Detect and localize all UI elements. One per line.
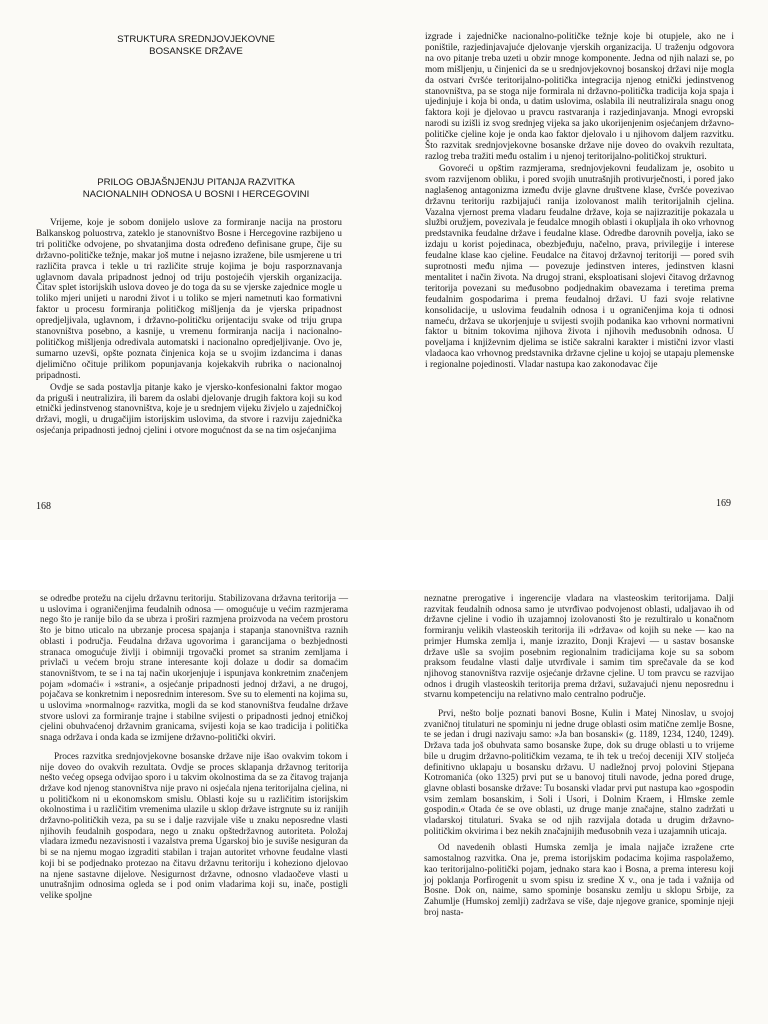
paragraph: Ovdje se sada postavlja pitanje kako je vjersko-konfesionalni faktor mogao da priguši i neutralizira, ili barem da oslabi djelovanje drugih faktora koji su kod etnički jedinstvenog stanovništva, koje je u srednjem vijeku živjelo u zajedničkoj državi, mogli, u drugačijim istorijskim uslovima, da stvore i razviju zajednička osjećanja pripadnosti jednoj cjelini i otvore mogućnost da se na tim osjećanjima xyxy=(36,382,342,437)
paragraph: Proces razvitka srednjovjekovne bosanske države nije išao ovakvim tokom i nije doveo do ovakvih rezultata. Ovdje se proces sklapanja državnog teritorija nešto većeg opsega odvijao sporo i u takvim okolnostima da se za čitavog trajanja države kod njenog stanovništva nije pravo ni osjećala njena teritorijalna cjelina, ni u političkom ni u ekonomskom smislu. Oblasti koje su u različitim istorijskim okolnostima i u različitim vremenima ulazile u sklop države istrgnute su iz ranijih državno-političkih veza, pa su se i dalje razvijale više u znaku neposredne vlasti njihovih feudalnih gospodara, nego u znaku opštedržavnog autoriteta. Položaj vladara između nezavisnosti i vazalstva prema Ugarskoj bio je suviše nesiguran da bi se na njemu mogao izgraditi stabilan i trajan autoritet vrhovne feudalne vlasti koji bi se podjednako protezao na čitavu državnu teritoriju i koheziono djelovao na njene sastavne dijelove. Nesigurnost državne, odnosno vladaočeve vlasti u unutrašnjim odnosima ogleda se i pod onim vladarima koji su, inače, postigli velike spoljne xyxy=(40,751,348,901)
paragraph: Od navedenih oblasti Humska zemlja je imala najjače izražene crte samostalnog razvitka. Ona je, prema istorijskim podacima kojima raspolažemo, kao teritorijalno-politički pojam, jednako stara kao i Bosna, a prema interesu koji joj poklanja Porfirogenit u svom spisu iz sredine X v., ona je tada i važnija od Bosne. Dok on, naime, samo spominje bosansku zemlju u sklopu Srbije, za Zahumlje (Humskoj zemlji) zadržava se više, daje njegove granice, spominje njeji broj nasta- xyxy=(424,843,734,918)
paragraph: Vrijeme, koje je sobom donijelo uslove za formiranje nacija na prostoru Balkanskog poluostrva, zateklo je stanovništvo Bosne i Hercegovine razbijeno u tri političke odvojene, po shvatanjima dosta određeno definisane grupe, čije su državno-političke težnje, makar još mutne i nejasno izražene, bile usmjerene u tri različita pravca i tekle u tri različite struje kojima je boju rasporznavanja uglavnom davala pripadnost jednoj od triju postojećih vjerskih organizacija. Čitav splet istorijskih uslova doveo je do toga da su se vjerske zajednice mogle u toliko mjeri unijeti u narodni život i u toliko se mjeri nametnuti kao formativni faktor u procesu formiranja političkog mišljenja da je vjerska pripadnost opredjeljivala, uglavnom, i državno-političku orijentaciju svake od triju grupa stanovništva posebno, a kasnije, u vremenu formiranja nacija i nacionalno-političkog mišljenja odredivala automatski i nacionalno opredjeljivanje. Ovo je, sumarno uzevši, opšte poznata činjenica koja se u svojim izdancima i danas djelimično očituje prilikom popunjavanja kojekakvih rubrika o nacionalnoj pripadnosti. xyxy=(36,218,342,381)
right-column xyxy=(424,594,734,918)
paragraph: Govoreći u opštim razmjerama, srednjovjekovni feudalizam je, osobito u svom razvijenom obliku, i pored svojih unutrašnjih protivurječnosti, i pored jako naglašenog antagonizma između dvije glavne društvene klase, čvršće povezivao državnu teritoriju razbijajući ranija izolovanost malih teritorijalnih cjelina. Vazalna vjernost prema vladaru feudalne države, koja se najizrazitije pokazala u službi oružjem, povezivala je feudalce mnogih oblasti i okupljala ih oko vrhovnog predstavnika feudalne države i feudalne klase. Odredbe darovnih povelja, iako se izdaju u korist pojedinaca, obezbjeđuju, načelno, prava, privilegije i interese feudalne klase kao cjeline. Feudalce na čitavoj državnoj teritoriji — pored svih suprotnosti među njima — povezuje jedinstven interes, jedinstven klasni mentalitet i način života. Na drugoj strani, eksploatisani slojevi čitavog državnog teritorija povezani su međusobno podjednakim obavezama i teretima prema feudalnim gospodarima i prema feudalnoj državi. U fazi svoje relativne konsolidacije, u uslovima feudalnih odnosa i u ograničenjima koja ti odnosi nameću, država se ukorjenjuje u svijesti svojih podanika kao vrhovni normativni faktor u bitnim tokovima njihova života i njihovih međusobnih odnosa. U poveljama i književnim djelima se ističe sakralni karakter i mistični izvor vlasti vladaoca kao vrhovnog predstavnika državne cjeline u kojoj se utapaju plemenske i regionalne pojedinosti. Vladar nastupa kao zakonodavac čije xyxy=(425,163,734,371)
page-number-right: 169 xyxy=(716,498,731,509)
paragraph: izgrade i zajedničke nacionalno-političke težnje koje bi otupjele, ako ne i poništile, razjedinjavajuće djelovanje vjerskih organizacija. U traženju odgovora na ovo pitanje treba uzeti u obzir mnoge komponente. Jedna od njih nalazi se, po mom mišljenju, u činjenici da se u srednjovjekovnoj bosanskoj državi nije mogla da ostvari čvršće teritorijalno-politička integracija njenog etnički jedinstvenog stanovništva, pa se stoga nije formirala ni državno-politička tradicija koja spaja i ujedinjuje i koja bi onda, u datim uslovima, oslabila ili neutralizirala snagu onog faktora koji je djelovao u pravcu rastvaranja i razjedinjavanja. Mnogi evropski narodi su izišli iz svog srednjeg vijeka sa jako ukorijenjenim osjećanjem državno-političke cjeline koje je onda kao faktor djelovalo i u njihovom daljem razvitku. Što razvitak srednjovjekovne bosanske države nije doveo do ovakvih rezultata, razlog treba tražiti među ostalim i u njenoj teritorijalno-političkoj strukturi. xyxy=(425,32,734,162)
running-head-sub: BOSANSKE DRŽAVE xyxy=(149,46,243,57)
left-column xyxy=(40,594,348,902)
paragraph: Prvi, nešto bolje poznati banovi Bosne, Kulin i Matej Ninoslav, u svojoj zvaničnoj titulaturi ne spominju ni jedne druge oblasti osim matične zemlje Bosne, te se jedan i drugi nazivaju samo: »Ja ban bosanski« (g. 1189, 1234, 1240, 1249). Država tada još obuhvata samo bosanske župe, dok su druge oblasti u to vrijeme bile u drugim državno-političkim vezama, te ih tek u trećoj deceniji XIV stoljeća definitivno uklapaju u bosansku državu. U nadležnoj prvoj polovini Stjepana Kotromanića (oko 1325) prvi put se u banovoj tituli navode, jedna pored druge, glavne oblasti bosanske države: Tu bosanski vladar prvi put nastupa kao »gospodin vsim zemlam bosanskim, i Soli i Usori, i Dolnim Kraem, i Hlmske zemle gospodin.« Otada će se ove oblasti, uz druge manje značajne, stalno zadržati u vladarskoj titulaturi. Svaka se od njih razvijala dotada u drugim državno-političkim okvirima i bez nekih značajnijih međusobnih veza i uzajamnih uticaja. xyxy=(424,709,734,837)
chapter-title-sub: NACIONALNIH ODNOSA U BOSNI I HERCEGOVINI xyxy=(82,189,310,200)
bottom-spread xyxy=(0,590,768,1024)
left-column xyxy=(36,34,342,437)
chapter-title: PRILOG OBJAŠNJENJU PITANJA RAZVITKA xyxy=(97,177,295,188)
running-head: STRUKTURA SREDNJOVJEKOVNE xyxy=(117,34,275,45)
page-number-left: 168 xyxy=(36,501,51,512)
page-gap xyxy=(0,540,768,590)
right-column xyxy=(425,32,734,371)
paragraph: se odredbe protežu na cijelu državnu teritoriju. Stabilizovana državna teritorija — u uslovima i ograničenjima feudalnih odnosa — omogućuje u većim razmjerama nego što je ranije bilo da se ubrza i proširi razmjena proizvoda na većem prostoru što je bitno uticalo na ubrzanje procesa spajanja i stapanja stanovništva raznih oblasti i područja. Feudalna država ugovorima i garancijama o bezbjednosti stranaca omogućuje življi i obimniji trgovački promet sa stranim zemljama i privlači u većem broju strane interesante koji dolaze u dodir sa domaćim stanovništvom, te se i na taj način ukorjenjuje i ispunjava konkretnim značenjem pojam »domaći« i »strani«, a osjećanje pripadnosti jednoj državi, a ne drugoj, pojačava se konkretnim i neposrednim interesom. Sve su to elementi na kojima su, u uslovima »normalnog« razvitka, mogli da se kod stanovništva feudalne države stvore uslovi za formiranje trajne i stabilne svijesti o pripadnosti jednoj etničkoj cjelini obuhvaćenoj državnim granicama, svijesti koja se kao tradicija i politička snaga održava i onda kada se izmijene državno-politički okviri. xyxy=(40,594,348,744)
paragraph: neznatne prerogative i ingerencije vladara na vlasteoskim teritorijama. Dalji razvitak feudalnih odnosa samo je utvrđivao podvojenost oblasti, udaljavao ih od državne cjeline i vodio ih uzajamnoj izolovanosti što je rezultiralo u konačnom formiranju velikih vlasteoskih teritorija ili »država« od kojih su neke — kao na primjer Humska zemlja i, manje izrazito, Donji Krajevi — u sastav bosanske države ušle sa svojim posebnim regionalnim tradicijama koje su sa sobom praksom feudalne vlasti dalje utvrđivale i samim tim sprečavale da se kod njihovog stanovništva razvije osjećanje državne cjeline. U tom pravcu se razvijao odnos i drugih vlasteoskih teritorija prema državi, sužavajući njenu neposrednu i stvarnu kompetenciju na relativno malo centralno područje. xyxy=(424,594,734,701)
